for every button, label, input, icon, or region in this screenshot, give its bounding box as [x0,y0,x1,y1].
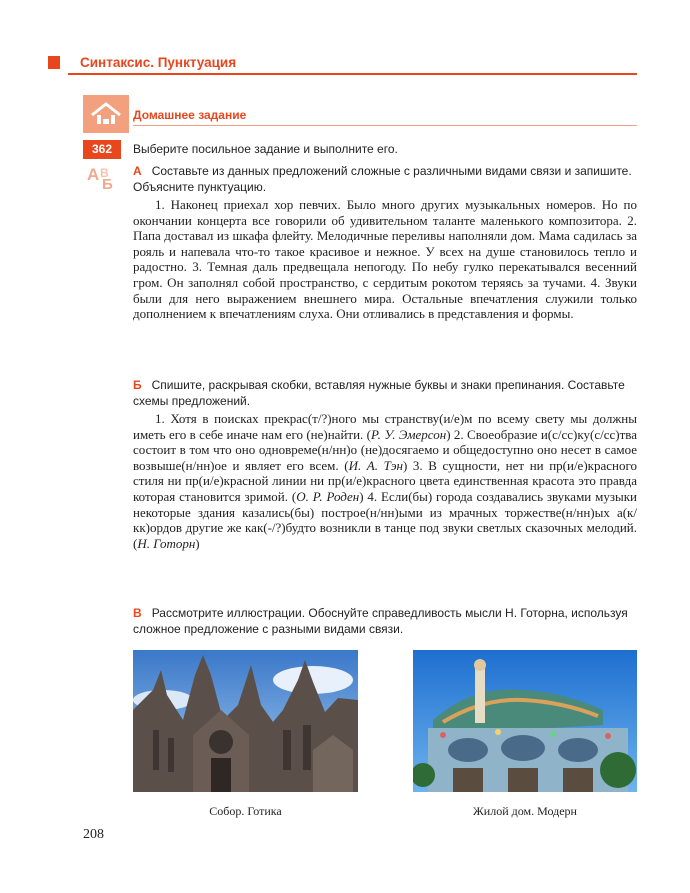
svg-text:В: В [100,166,109,180]
task-a-instruction: А Составьте из данных предложений сложные с различными видами связи и запишите. Объясните пунктуацию. [133,164,632,194]
homework-title: Домашнее задание [133,108,247,122]
section-title: Синтаксис. Пунктуация [80,55,237,70]
homework-divider [133,125,637,126]
task-c-instruction: В Рассмотрите иллюстрации. Обоснуйте справедливость мысли Н. Готорна, используя сложное предложение с разными видами связи. [133,606,628,636]
gothic-cathedral-photo [133,650,358,792]
task-a-letter: А [133,164,142,178]
svg-text:Б: Б [102,176,113,190]
svg-text:А: А [87,165,100,184]
header-marker [48,56,60,69]
home-icon [83,95,129,133]
task-b-instruction: Б Спишите, раскрывая скобки, вставляя нужные буквы и знаки препинания. Составьте схемы предложений. [133,378,625,408]
task-c-letter: В [133,606,142,620]
image-caption-2: Жилой дом. Модерн [473,804,577,818]
alphabet-icon [87,164,121,190]
exercise-number: 362 [83,140,121,159]
page-number: 208 [83,827,104,842]
exercise-lead: Выберите посильное задание и выполните его. [133,142,398,156]
image-caption-1: Собор. Готика [209,804,282,818]
task-a-text: 1. Наконец приехал хор певчих. Было много других музыкальных номеров. Но по окончании концерта все говорили об удивительном таланте маленького композитора. 2. Папа доставал из шкафа флейту. Мелодичные переливы наполняли дом. Мама садилась за рояль и напевала что-то такое красивое и нежное. У всех на душе становилось тепло и радостно. 3. Темная даль предвещала непогоду. По небу гулко перекатывался весенний гром. Он заполнял собой пространство, с сердитым рокотом теряясь за тучами. 4. Звуки были для него выражением внешнего мира. Остальные впечатления служили только дополнением к впечатлениям слуха. Они отливались в представления и формы. [133,197,637,322]
task-b-letter: Б [133,378,142,392]
modernist-house-photo [413,650,637,792]
header-divider [68,73,637,75]
task-b-text: 1. Хотя в поисках прекрас(т/?)ного мы странству(и/е)м по всему свету мы должны иметь его в себе иначе нам его (не)найти. (Р. У. Эмерсон) 2. Своеобразие и(с/сс)ку(с/сс)тва состоит в том что оно одновреме(н/нн)о (не)досягаемо и общедоступно оно несет в самое возвыше(н/нн)ое и являет его всем. (И. А. Тэн) 3. В сущности, нет ни пр(и/е)красного стиля ни пр(и/е)красной линии ни пр(и/е)красного цвета единственная красота это правда которая становится зримой. (О. Р. Роден) 4. Если(бы) города создавались звуками музыки некоторые здания казались(бы) построе(н/нн)ыми из мрачных торжестве(н/нн)ых а(к/кк)ордов другие же как(-/?)будто возникли в танце под звуки светлых сказочных мелодий. (Н. Готорн) [133,411,638,551]
